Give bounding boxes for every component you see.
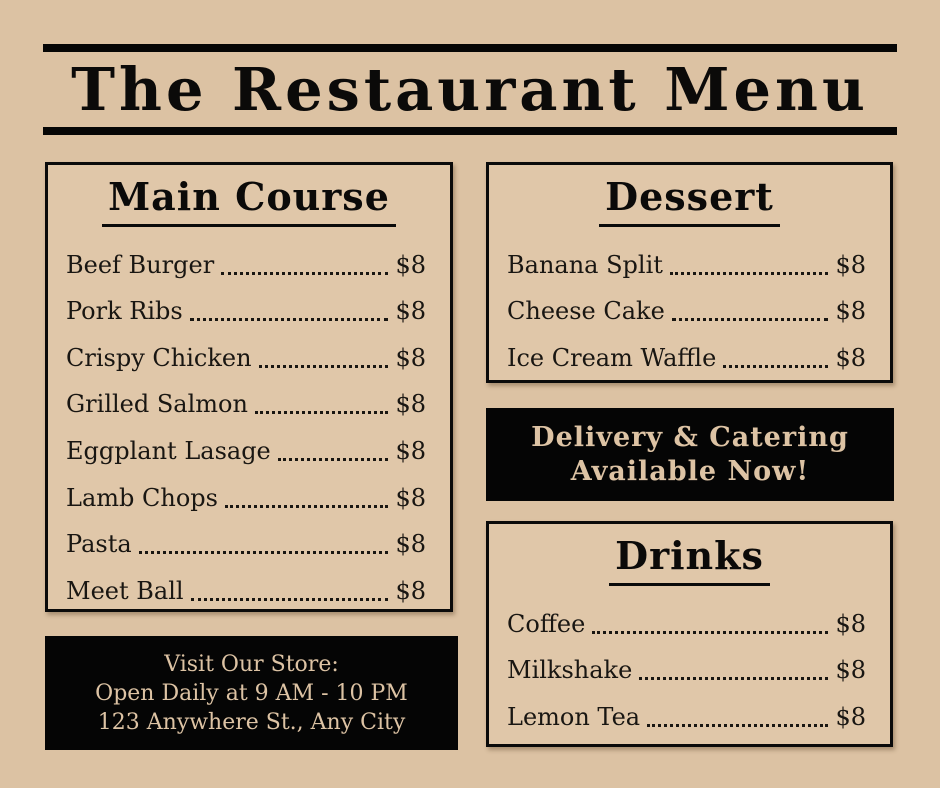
menu-item-price: $8 xyxy=(395,343,426,372)
menu-item-row xyxy=(66,288,426,335)
store-info-box xyxy=(45,636,458,750)
banner-line-1: Delivery & Catering xyxy=(531,421,849,453)
menu-item-row xyxy=(66,474,426,521)
menu-item-row xyxy=(507,334,866,381)
menu-item-name: Banana Split xyxy=(507,250,663,279)
menu-item-row xyxy=(66,567,426,614)
page-title: The Restaurant Menu xyxy=(71,55,869,124)
menu-item-name: Cheese Cake xyxy=(507,297,665,326)
menu-item-name: Meet Ball xyxy=(66,576,184,605)
store-line-2: Open Daily at 9 AM - 10 PM xyxy=(95,680,408,706)
menu-item-row xyxy=(66,427,426,474)
dot-leader xyxy=(672,318,829,321)
menu-item-name: Crispy Chicken xyxy=(66,343,252,372)
menu-item-name: Eggplant Lasage xyxy=(66,436,271,465)
drinks-item-list xyxy=(507,600,866,740)
dot-leader xyxy=(647,724,828,727)
dot-leader xyxy=(639,677,828,680)
menu-item-price: $8 xyxy=(835,297,866,326)
menu-item-name: Coffee xyxy=(507,609,586,638)
menu-item-row xyxy=(507,288,866,335)
menu-item-row xyxy=(66,381,426,428)
menu-item-row xyxy=(66,241,426,288)
menu-item-name: Ice Cream Waffle xyxy=(507,343,717,372)
dot-leader xyxy=(191,598,389,601)
store-line-1: Visit Our Store: xyxy=(164,651,339,677)
dot-leader xyxy=(670,272,829,275)
dot-leader xyxy=(278,458,389,461)
menu-item-price: $8 xyxy=(835,343,866,372)
menu-item-price: $8 xyxy=(395,483,426,512)
menu-item-price: $8 xyxy=(835,702,866,731)
dot-leader xyxy=(259,365,389,368)
menu-item-row xyxy=(507,241,866,288)
menu-item-name: Pasta xyxy=(66,530,132,559)
main-course-item-list xyxy=(66,241,426,614)
menu-item-row xyxy=(66,334,426,381)
dot-leader xyxy=(592,631,828,634)
banner-line-2: Available Now! xyxy=(570,455,810,487)
title-top-rule xyxy=(43,44,897,52)
menu-item-row xyxy=(507,693,866,740)
dot-leader xyxy=(225,505,389,508)
menu-item-price: $8 xyxy=(395,297,426,326)
main-course-heading: Main Course xyxy=(48,174,450,227)
dot-leader xyxy=(255,411,388,414)
section-dessert xyxy=(486,162,893,383)
menu-item-price: $8 xyxy=(395,576,426,605)
drinks-heading: Drinks xyxy=(489,533,890,586)
dot-leader xyxy=(190,318,389,321)
menu-item-name: Beef Burger xyxy=(66,250,215,279)
menu-item-name: Lamb Chops xyxy=(66,483,218,512)
dessert-heading: Dessert xyxy=(489,174,890,227)
menu-item-row xyxy=(507,647,866,694)
section-drinks xyxy=(486,521,893,747)
menu-item-price: $8 xyxy=(395,390,426,419)
menu-item-row xyxy=(507,600,866,647)
dot-leader xyxy=(221,272,388,275)
title-bottom-rule xyxy=(43,127,897,135)
menu-item-price: $8 xyxy=(395,530,426,559)
store-line-3: 123 Anywhere St., Any City xyxy=(97,709,406,735)
dot-leader xyxy=(723,365,828,368)
menu-item-name: Pork Ribs xyxy=(66,297,183,326)
dessert-item-list xyxy=(507,241,866,381)
delivery-banner xyxy=(486,408,894,501)
menu-item-name: Lemon Tea xyxy=(507,702,641,731)
menu-item-row xyxy=(66,521,426,568)
menu-item-name: Grilled Salmon xyxy=(66,390,248,419)
menu-item-price: $8 xyxy=(835,609,866,638)
dot-leader xyxy=(139,551,389,554)
menu-item-price: $8 xyxy=(835,656,866,685)
section-main-course xyxy=(45,162,453,612)
menu-item-price: $8 xyxy=(395,250,426,279)
menu-item-price: $8 xyxy=(395,436,426,465)
menu-item-price: $8 xyxy=(835,250,866,279)
menu-item-name: Milkshake xyxy=(507,656,633,685)
